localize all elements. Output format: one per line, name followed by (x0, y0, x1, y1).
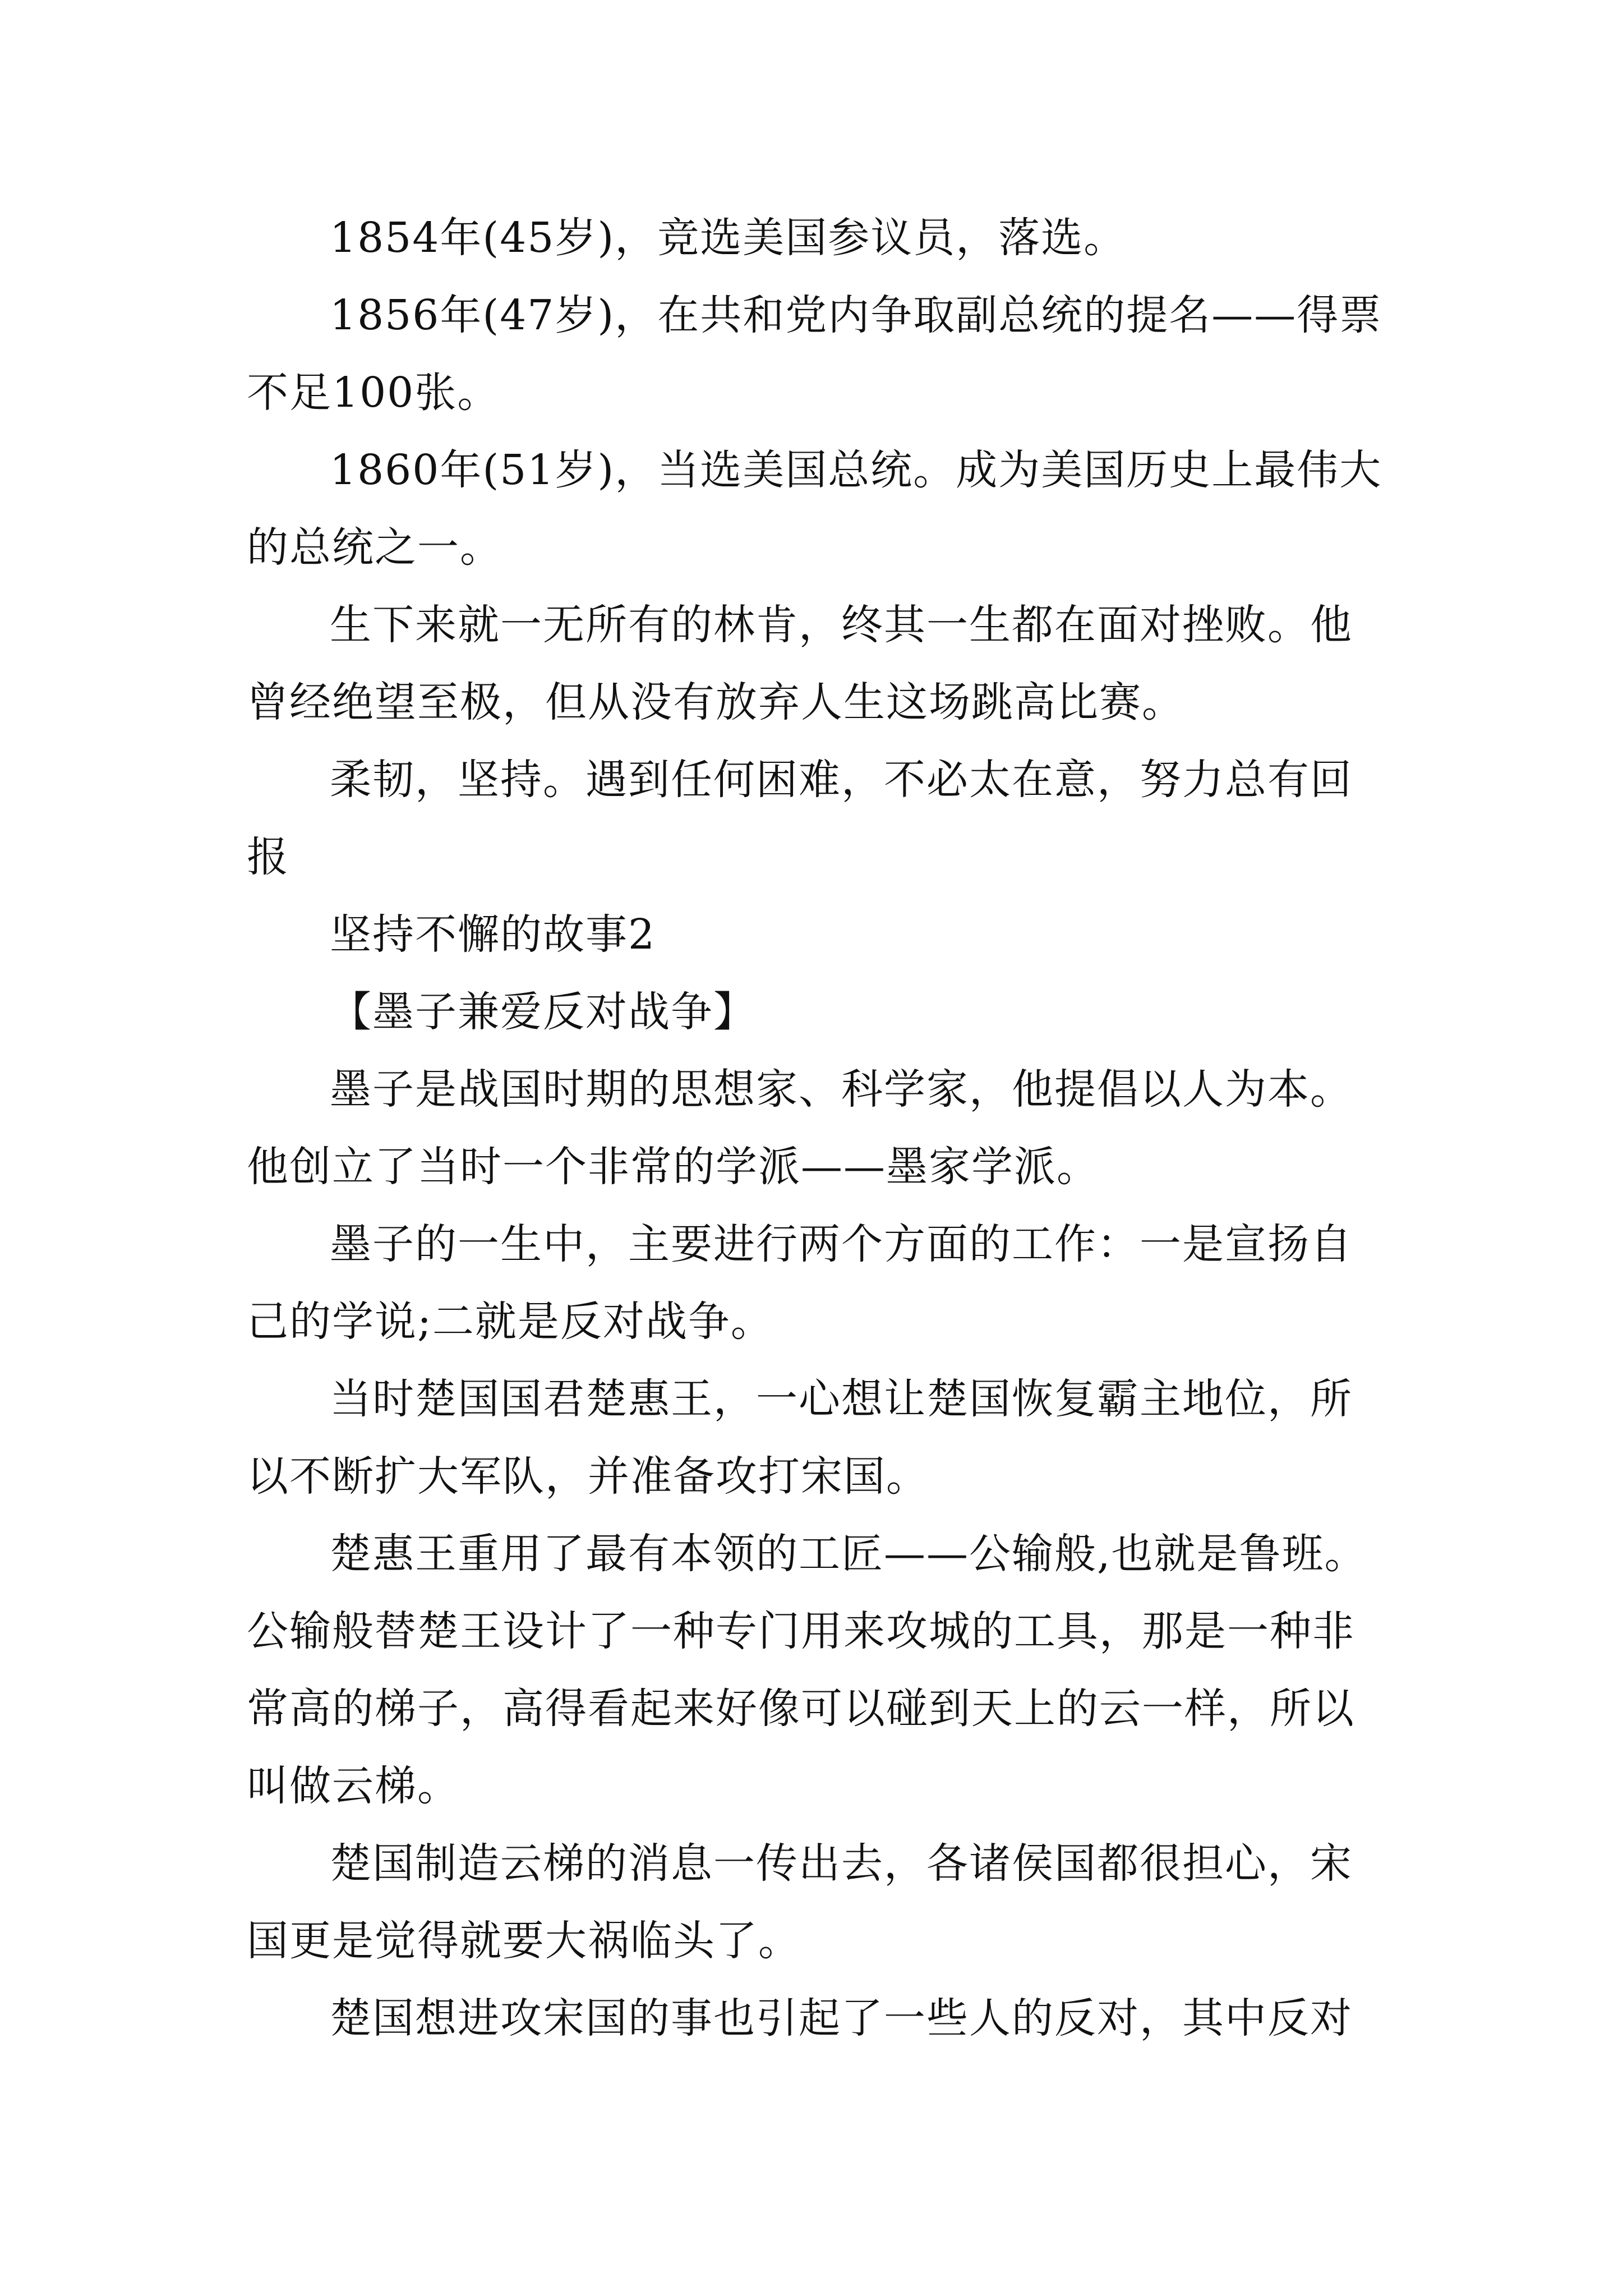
paragraph-1856: 1856年(47岁)，在共和党内争取副总统的提名——得票不足100张。 (247, 291, 1382, 417)
document-body (247, 199, 1388, 2057)
paragraph-1860: 1860年(51岁)，当选美国总统。成为美国历史上最伟大的总统之一。 (247, 446, 1382, 572)
story-title-mozi: 【墨子兼爱反对战争】 (330, 988, 756, 1036)
paragraph-mozi-work: 墨子的一生中，主要进行两个方面的工作：一是宣扬自己的学说;二就是反对战争。 (247, 1220, 1353, 1346)
paragraph-chu-king: 当时楚国国君楚惠王，一心想让楚国恢复霸主地位，所以不断扩大军队，并准备攻打宋国。 (247, 1375, 1353, 1501)
paragraph-lincoln-summary: 生下来就一无所有的林肯，终其一生都在面对挫败。他曾经绝望至极，但从没有放弃人生这场跳高比赛。 (247, 601, 1353, 726)
paragraph-gongshu-ban: 楚惠王重用了最有本领的工匠——公输般,也就是鲁班。公输般替楚王设计了一种专门用来攻城的工具，那是一种非常高的梯子，高得看起来好像可以碰到天上的云一样，所以叫做云梯。 (247, 1530, 1367, 1810)
paragraph-opposition: 楚国想进攻宋国的事也引起了一些人的反对，其中反对 (330, 1994, 1353, 2042)
paragraph-cloud-ladder-news: 楚国制造云梯的消息一传出去，各诸侯国都很担心，宋国更是觉得就要大祸临头了。 (247, 1839, 1353, 1965)
section-heading-story-2: 坚持不懈的故事2 (330, 910, 656, 959)
paragraph-1854: 1854年(45岁)，竞选美国参议员，落选。 (330, 214, 1127, 262)
paragraph-mozi-intro: 墨子是战国时期的思想家、科学家，他提倡以人为本。他创立了当时一个非常的学派——墨家学派。 (247, 1065, 1353, 1191)
paragraph-perseverance: 柔韧，坚持。遇到任何困难，不必太在意，努力总有回报 (247, 756, 1353, 881)
